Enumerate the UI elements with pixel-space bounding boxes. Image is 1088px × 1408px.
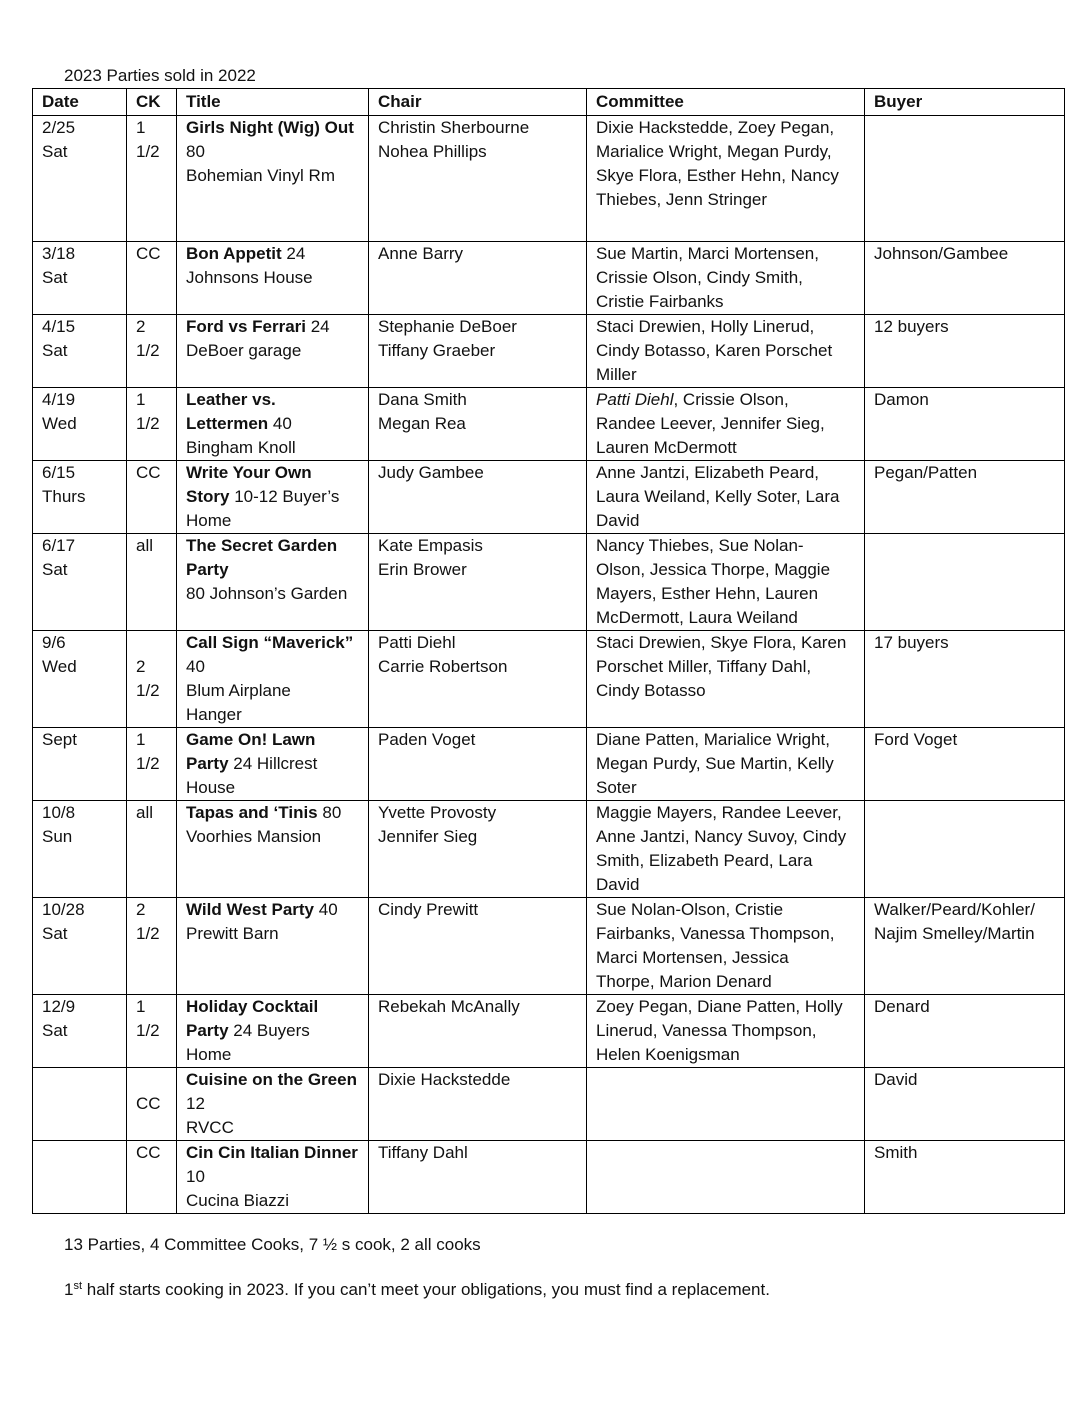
cell-ck xyxy=(127,995,177,1068)
cell-buyer xyxy=(865,995,1065,1068)
date-line: Sat xyxy=(42,924,68,943)
committee-line: Anne Jantzi, Nancy Suvoy, Cindy xyxy=(596,827,847,846)
committee-line: Laura Weiland, Kelly Soter, Lara xyxy=(596,487,840,506)
date-line: Sat xyxy=(42,1021,68,1040)
ck-line: 1 xyxy=(136,997,146,1016)
buyer-line: Denard xyxy=(874,997,930,1016)
committee-line: Skye Flora, Esther Hehn, Nancy xyxy=(596,166,839,185)
date-line: Sat xyxy=(42,268,68,287)
committee-line: Crissie Olson, Cindy Smith, xyxy=(596,268,803,287)
table-body xyxy=(33,116,1065,1214)
ck-line: CC xyxy=(136,463,161,482)
committee-line: Thorpe, Marion Denard xyxy=(596,972,772,991)
cell-buyer xyxy=(865,315,1065,388)
page-heading: 2023 Parties sold in 2022 xyxy=(64,66,256,85)
chair-name: Kate Empasis xyxy=(378,536,483,555)
table-row xyxy=(33,1068,1065,1141)
title-first-line xyxy=(186,728,360,752)
cell-chair xyxy=(369,898,587,995)
committee-line: Helen Koenigsman xyxy=(596,1045,740,1064)
title-bold: Girls Night (Wig) Out xyxy=(186,118,354,137)
committee-line: Miller xyxy=(596,365,637,384)
cell-title xyxy=(177,728,369,801)
committee-line: Cristie Fairbanks xyxy=(596,292,724,311)
committee-line: Nancy Thiebes, Sue Nolan- xyxy=(596,536,804,555)
ck-line: 1 xyxy=(136,118,146,137)
title-bold: Cin Cin Italian Dinner xyxy=(186,1143,358,1162)
ck-line: 1/2 xyxy=(136,142,160,161)
ck-line xyxy=(136,1068,168,1092)
title-size: 40 xyxy=(268,414,292,433)
title-bold-continued: Story xyxy=(186,487,230,506)
title-size: 10 xyxy=(186,1167,205,1186)
cell-buyer xyxy=(865,1141,1065,1214)
cell-date xyxy=(33,995,127,1068)
date-line: Thurs xyxy=(42,487,86,506)
chair-name: Carrie Robertson xyxy=(378,657,508,676)
cell-chair xyxy=(369,995,587,1068)
cell-chair xyxy=(369,388,587,461)
column-header-buyer: Buyer xyxy=(865,89,1065,116)
cell-buyer xyxy=(865,1068,1065,1141)
title-size: 24 xyxy=(306,317,330,336)
cell-chair xyxy=(369,116,587,242)
title-bold: Call Sign “Maverick” xyxy=(186,633,354,652)
committee-line: Zoey Pegan, Diane Patten, Holly xyxy=(596,997,843,1016)
chair-name: Christin Sherbourne xyxy=(378,118,530,137)
column-header-date: Date xyxy=(33,89,127,116)
title-location: Johnsons House xyxy=(186,268,313,287)
cell-buyer xyxy=(865,388,1065,461)
committee-line: Marci Mortensen, Jessica xyxy=(596,948,789,967)
cell-title xyxy=(177,995,369,1068)
cell-date xyxy=(33,534,127,631)
cell-title xyxy=(177,801,369,898)
buyer-line: Smith xyxy=(874,1143,918,1162)
footer-note-number: 1 xyxy=(64,1280,74,1299)
cell-date xyxy=(33,116,127,242)
cell-committee xyxy=(587,534,865,631)
title-first-line xyxy=(186,801,360,825)
cell-date xyxy=(33,1141,127,1214)
cell-chair xyxy=(369,1141,587,1214)
parties-table xyxy=(32,88,1065,1214)
committee-line: Dixie Hackstedde, Zoey Pegan, xyxy=(596,118,835,137)
cell-committee xyxy=(587,116,865,242)
ck-line: 2 xyxy=(136,900,146,919)
date-line: 6/17 xyxy=(42,536,76,555)
title-first-line xyxy=(186,242,360,266)
cell-ck xyxy=(127,315,177,388)
title-bold-continued: Party xyxy=(186,754,229,773)
title-location: Home xyxy=(186,1045,232,1064)
date-line: Wed xyxy=(42,657,77,676)
chair-name: Paden Voget xyxy=(378,730,476,749)
cell-chair xyxy=(369,801,587,898)
title-size: 10-12 Buyer’s xyxy=(229,487,340,506)
date-line: 9/6 xyxy=(42,633,66,652)
cell-committee xyxy=(587,388,865,461)
column-header-ck: CK xyxy=(127,89,177,116)
buyer-line: Walker/Peard/Kohler/ xyxy=(874,900,1035,919)
date-line: 10/28 xyxy=(42,900,85,919)
cell-chair xyxy=(369,728,587,801)
ck-line: 1 xyxy=(136,390,146,409)
chair-name: Patti Diehl xyxy=(378,633,456,652)
title-bold: Bon Appetit xyxy=(186,244,282,263)
ck-line xyxy=(136,631,168,655)
chair-name: Rebekah McAnally xyxy=(378,997,520,1016)
cell-chair xyxy=(369,242,587,315)
table-row xyxy=(33,728,1065,801)
title-size: 80 xyxy=(317,803,342,822)
committee-line: Megan Purdy, Sue Martin, Kelly xyxy=(596,754,834,773)
title-size: 24 xyxy=(281,244,306,263)
ck-line: 1/2 xyxy=(136,414,160,433)
cell-date xyxy=(33,1068,127,1141)
title-size: 40 xyxy=(314,900,338,919)
cell-committee xyxy=(587,315,865,388)
title-bold: Game On! Lawn xyxy=(186,730,316,749)
title-location: Prewitt Barn xyxy=(186,924,279,943)
cell-chair xyxy=(369,534,587,631)
table-row xyxy=(33,801,1065,898)
cell-chair xyxy=(369,461,587,534)
title-location: DeBoer garage xyxy=(186,341,302,360)
cell-ck xyxy=(127,242,177,315)
cell-date xyxy=(33,315,127,388)
title-bold: The Secret Garden xyxy=(186,536,338,555)
title-location: Voorhies Mansion xyxy=(186,827,322,846)
title-location: Bohemian Vinyl Rm xyxy=(186,166,335,185)
date-line: 10/8 xyxy=(42,803,76,822)
table-row xyxy=(33,315,1065,388)
chair-name: Dana Smith xyxy=(378,390,467,409)
column-header-chair: Chair xyxy=(369,89,587,116)
chair-name: Jennifer Sieg xyxy=(378,827,478,846)
title-second-line xyxy=(186,752,360,776)
buyer-line: Johnson/Gambee xyxy=(874,244,1009,263)
committee-line: Randee Leever, Jennifer Sieg, xyxy=(596,414,825,433)
table-row xyxy=(33,242,1065,315)
cell-committee xyxy=(587,242,865,315)
cell-ck xyxy=(127,534,177,631)
ck-line: CC xyxy=(136,1094,161,1113)
chair-name: Dixie Hackstedde xyxy=(378,1070,511,1089)
committee-line: David xyxy=(596,511,640,530)
title-first-line xyxy=(186,388,360,412)
cell-date xyxy=(33,461,127,534)
title-bold: Wild West Party xyxy=(186,900,315,919)
committee-line: Mayers, Esther Hehn, Lauren xyxy=(596,584,819,603)
date-line: 12/9 xyxy=(42,997,76,1016)
committee-line: Soter xyxy=(596,778,637,797)
date-line: 3/18 xyxy=(42,244,76,263)
title-bold: Write Your Own xyxy=(186,463,312,482)
title-first-line xyxy=(186,995,360,1019)
cell-title xyxy=(177,388,369,461)
cell-ck xyxy=(127,1068,177,1141)
cell-buyer xyxy=(865,242,1065,315)
buyer-line: Pegan/Patten xyxy=(874,463,978,482)
column-header-title: Title xyxy=(177,89,369,116)
cell-date xyxy=(33,388,127,461)
chair-name: Anne Barry xyxy=(378,244,464,263)
committee-line: Cindy Botasso xyxy=(596,681,706,700)
cell-committee xyxy=(587,898,865,995)
table-row xyxy=(33,1141,1065,1214)
ck-line: 1/2 xyxy=(136,1021,160,1040)
title-first-line xyxy=(186,315,360,339)
title-first-line xyxy=(186,461,360,485)
cell-ck xyxy=(127,898,177,995)
buyer-line: Damon xyxy=(874,390,929,409)
cell-ck xyxy=(127,728,177,801)
date-line: Sat xyxy=(42,560,68,579)
committee-line: Porschet Miller, Tiffany Dahl, xyxy=(596,657,812,676)
cell-title xyxy=(177,1068,369,1141)
title-bold-continued: Party xyxy=(186,560,229,579)
cell-committee xyxy=(587,801,865,898)
title-bold-continued: Party xyxy=(186,1021,229,1040)
title-size: 24 Hillcrest xyxy=(228,754,318,773)
committee-lead-italic: Patti Diehl xyxy=(596,390,674,409)
table-row xyxy=(33,116,1065,242)
committee-line: Diane Patten, Marialice Wright, xyxy=(596,730,831,749)
table-row xyxy=(33,461,1065,534)
title-location: RVCC xyxy=(186,1118,234,1137)
cell-chair xyxy=(369,1068,587,1141)
title-bold: Leather vs. xyxy=(186,390,276,409)
cell-date xyxy=(33,728,127,801)
cell-buyer xyxy=(865,801,1065,898)
title-first-line xyxy=(186,534,360,558)
committee-line: Fairbanks, Vanessa Thompson, xyxy=(596,924,835,943)
chair-name: Judy Gambee xyxy=(378,463,484,482)
title-bold: Cuisine on the Green xyxy=(186,1070,357,1089)
committee-line: Cindy Botasso, Karen Porschet xyxy=(596,341,833,360)
title-second-line xyxy=(186,412,360,436)
cell-title xyxy=(177,116,369,242)
title-location: Blum Airplane xyxy=(186,681,291,700)
cell-title xyxy=(177,461,369,534)
buyer-line: 17 buyers xyxy=(874,633,949,652)
cell-date xyxy=(33,242,127,315)
committee-line: Marialice Wright, Megan Purdy, xyxy=(596,142,832,161)
cell-chair xyxy=(369,315,587,388)
footer-note-text: half starts cooking in 2023. If you can’t meet your obligations, you must find a replacement. xyxy=(82,1280,770,1299)
buyer-line: Ford Voget xyxy=(874,730,958,749)
committee-line: Linerud, Vanessa Thompson, xyxy=(596,1021,817,1040)
table-row xyxy=(33,995,1065,1068)
date-line: Sat xyxy=(42,142,68,161)
table-row xyxy=(33,534,1065,631)
title-second-line xyxy=(186,485,360,509)
cell-committee xyxy=(587,1141,865,1214)
date-line: 4/19 xyxy=(42,390,76,409)
chair-name: Yvette Provosty xyxy=(378,803,497,822)
chair-name: Nohea Phillips xyxy=(378,142,487,161)
committee-line: Lauren McDermott xyxy=(596,438,737,457)
footer-note xyxy=(64,1280,770,1300)
title-location: Hanger xyxy=(186,705,242,724)
title-location: Cucina Biazzi xyxy=(186,1191,289,1210)
cell-chair xyxy=(369,631,587,728)
committee-line: Anne Jantzi, Elizabeth Peard, xyxy=(596,463,820,482)
title-bold: Holiday Cocktail xyxy=(186,997,319,1016)
ck-line: all xyxy=(136,803,154,822)
cell-ck xyxy=(127,631,177,728)
committee-line: Staci Drewien, Holly Linerud, xyxy=(596,317,815,336)
committee-line: Thiebes, Jenn Stringer xyxy=(596,190,768,209)
cell-title xyxy=(177,631,369,728)
ck-line: 1/2 xyxy=(136,681,160,700)
cell-title xyxy=(177,242,369,315)
title-location: Home xyxy=(186,511,232,530)
cell-title xyxy=(177,1141,369,1214)
title-location: Bingham Knoll xyxy=(186,438,296,457)
column-header-committee: Committee xyxy=(587,89,865,116)
cell-buyer xyxy=(865,631,1065,728)
chair-name: Tiffany Graeber xyxy=(378,341,496,360)
cell-ck xyxy=(127,1141,177,1214)
ck-line: CC xyxy=(136,244,161,263)
buyer-line: David xyxy=(874,1070,918,1089)
cell-ck xyxy=(127,461,177,534)
cell-title xyxy=(177,534,369,631)
title-size: 80 xyxy=(186,142,205,161)
cell-buyer xyxy=(865,898,1065,995)
title-first-line xyxy=(186,1141,360,1165)
cell-ck xyxy=(127,801,177,898)
chair-name: Cindy Prewitt xyxy=(378,900,479,919)
cell-ck xyxy=(127,116,177,242)
cell-committee xyxy=(587,461,865,534)
cell-date xyxy=(33,801,127,898)
title-first-line xyxy=(186,631,360,655)
title-location: 80 Johnson’s Garden xyxy=(186,584,348,603)
committee-line: Staci Drewien, Skye Flora, Karen xyxy=(596,633,847,652)
title-size: 24 Buyers xyxy=(228,1021,310,1040)
cell-title xyxy=(177,315,369,388)
date-line: Sat xyxy=(42,341,68,360)
ck-line: 1/2 xyxy=(136,754,160,773)
title-bold: Ford vs Ferrari xyxy=(186,317,306,336)
date-line: 6/15 xyxy=(42,463,76,482)
committee-line: Smith, Elizabeth Peard, Lara xyxy=(596,851,813,870)
title-location: House xyxy=(186,778,236,797)
cell-buyer xyxy=(865,461,1065,534)
ck-line: CC xyxy=(136,1143,161,1162)
date-line: Sept xyxy=(42,730,77,749)
committee-line: Olson, Jessica Thorpe, Maggie xyxy=(596,560,831,579)
committee-line: Maggie Mayers, Randee Leever, xyxy=(596,803,842,822)
footer-note-superscript: st xyxy=(73,1280,83,1292)
ck-line: 2 xyxy=(136,317,146,336)
table-row xyxy=(33,388,1065,461)
committee-line: Sue Martin, Marci Mortensen, xyxy=(596,244,819,263)
cell-ck xyxy=(127,388,177,461)
footer-summary: 13 Parties, 4 Committee Cooks, 7 ½ s cook, 2 all cooks xyxy=(64,1235,481,1254)
ck-line: 1/2 xyxy=(136,924,160,943)
committee-line: David xyxy=(596,875,640,894)
chair-name: Stephanie DeBoer xyxy=(378,317,517,336)
title-size: 40 xyxy=(186,657,205,676)
cell-buyer xyxy=(865,534,1065,631)
committee-line: Sue Nolan-Olson, Cristie xyxy=(596,900,784,919)
ck-line: 1/2 xyxy=(136,341,160,360)
cell-committee xyxy=(587,728,865,801)
title-bold: Tapas and ‘Tinis xyxy=(186,803,318,822)
chair-name: Erin Brower xyxy=(378,560,467,579)
title-second-line xyxy=(186,558,360,582)
date-line: Sun xyxy=(42,827,73,846)
table-row xyxy=(33,898,1065,995)
ck-line: 2 xyxy=(136,657,146,676)
date-line: 2/25 xyxy=(42,118,76,137)
cell-committee xyxy=(587,1068,865,1141)
cell-date xyxy=(33,631,127,728)
buyer-line: Najim Smelley/Martin xyxy=(874,924,1035,943)
table-row xyxy=(33,631,1065,728)
committee-text: , Crissie Olson, xyxy=(673,390,789,409)
title-second-line xyxy=(186,1019,360,1043)
cell-date xyxy=(33,898,127,995)
committee-line: McDermott, Laura Weiland xyxy=(596,608,798,627)
cell-committee xyxy=(587,995,865,1068)
buyer-line: 12 buyers xyxy=(874,317,949,336)
title-first-line xyxy=(186,898,360,922)
title-first-line xyxy=(186,1068,360,1092)
title-size: 12 xyxy=(186,1094,205,1113)
chair-name: Tiffany Dahl xyxy=(378,1143,468,1162)
cell-buyer xyxy=(865,728,1065,801)
committee-line xyxy=(596,388,856,412)
ck-line: all xyxy=(136,536,154,555)
cell-committee xyxy=(587,631,865,728)
cell-title xyxy=(177,898,369,995)
title-first-line xyxy=(186,116,360,140)
ck-line: 1 xyxy=(136,730,146,749)
chair-name: Megan Rea xyxy=(378,414,466,433)
date-line: 4/15 xyxy=(42,317,76,336)
cell-buyer xyxy=(865,116,1065,242)
title-bold-continued: Lettermen xyxy=(186,414,269,433)
date-line: Wed xyxy=(42,414,77,433)
table-header-row xyxy=(33,89,1065,116)
